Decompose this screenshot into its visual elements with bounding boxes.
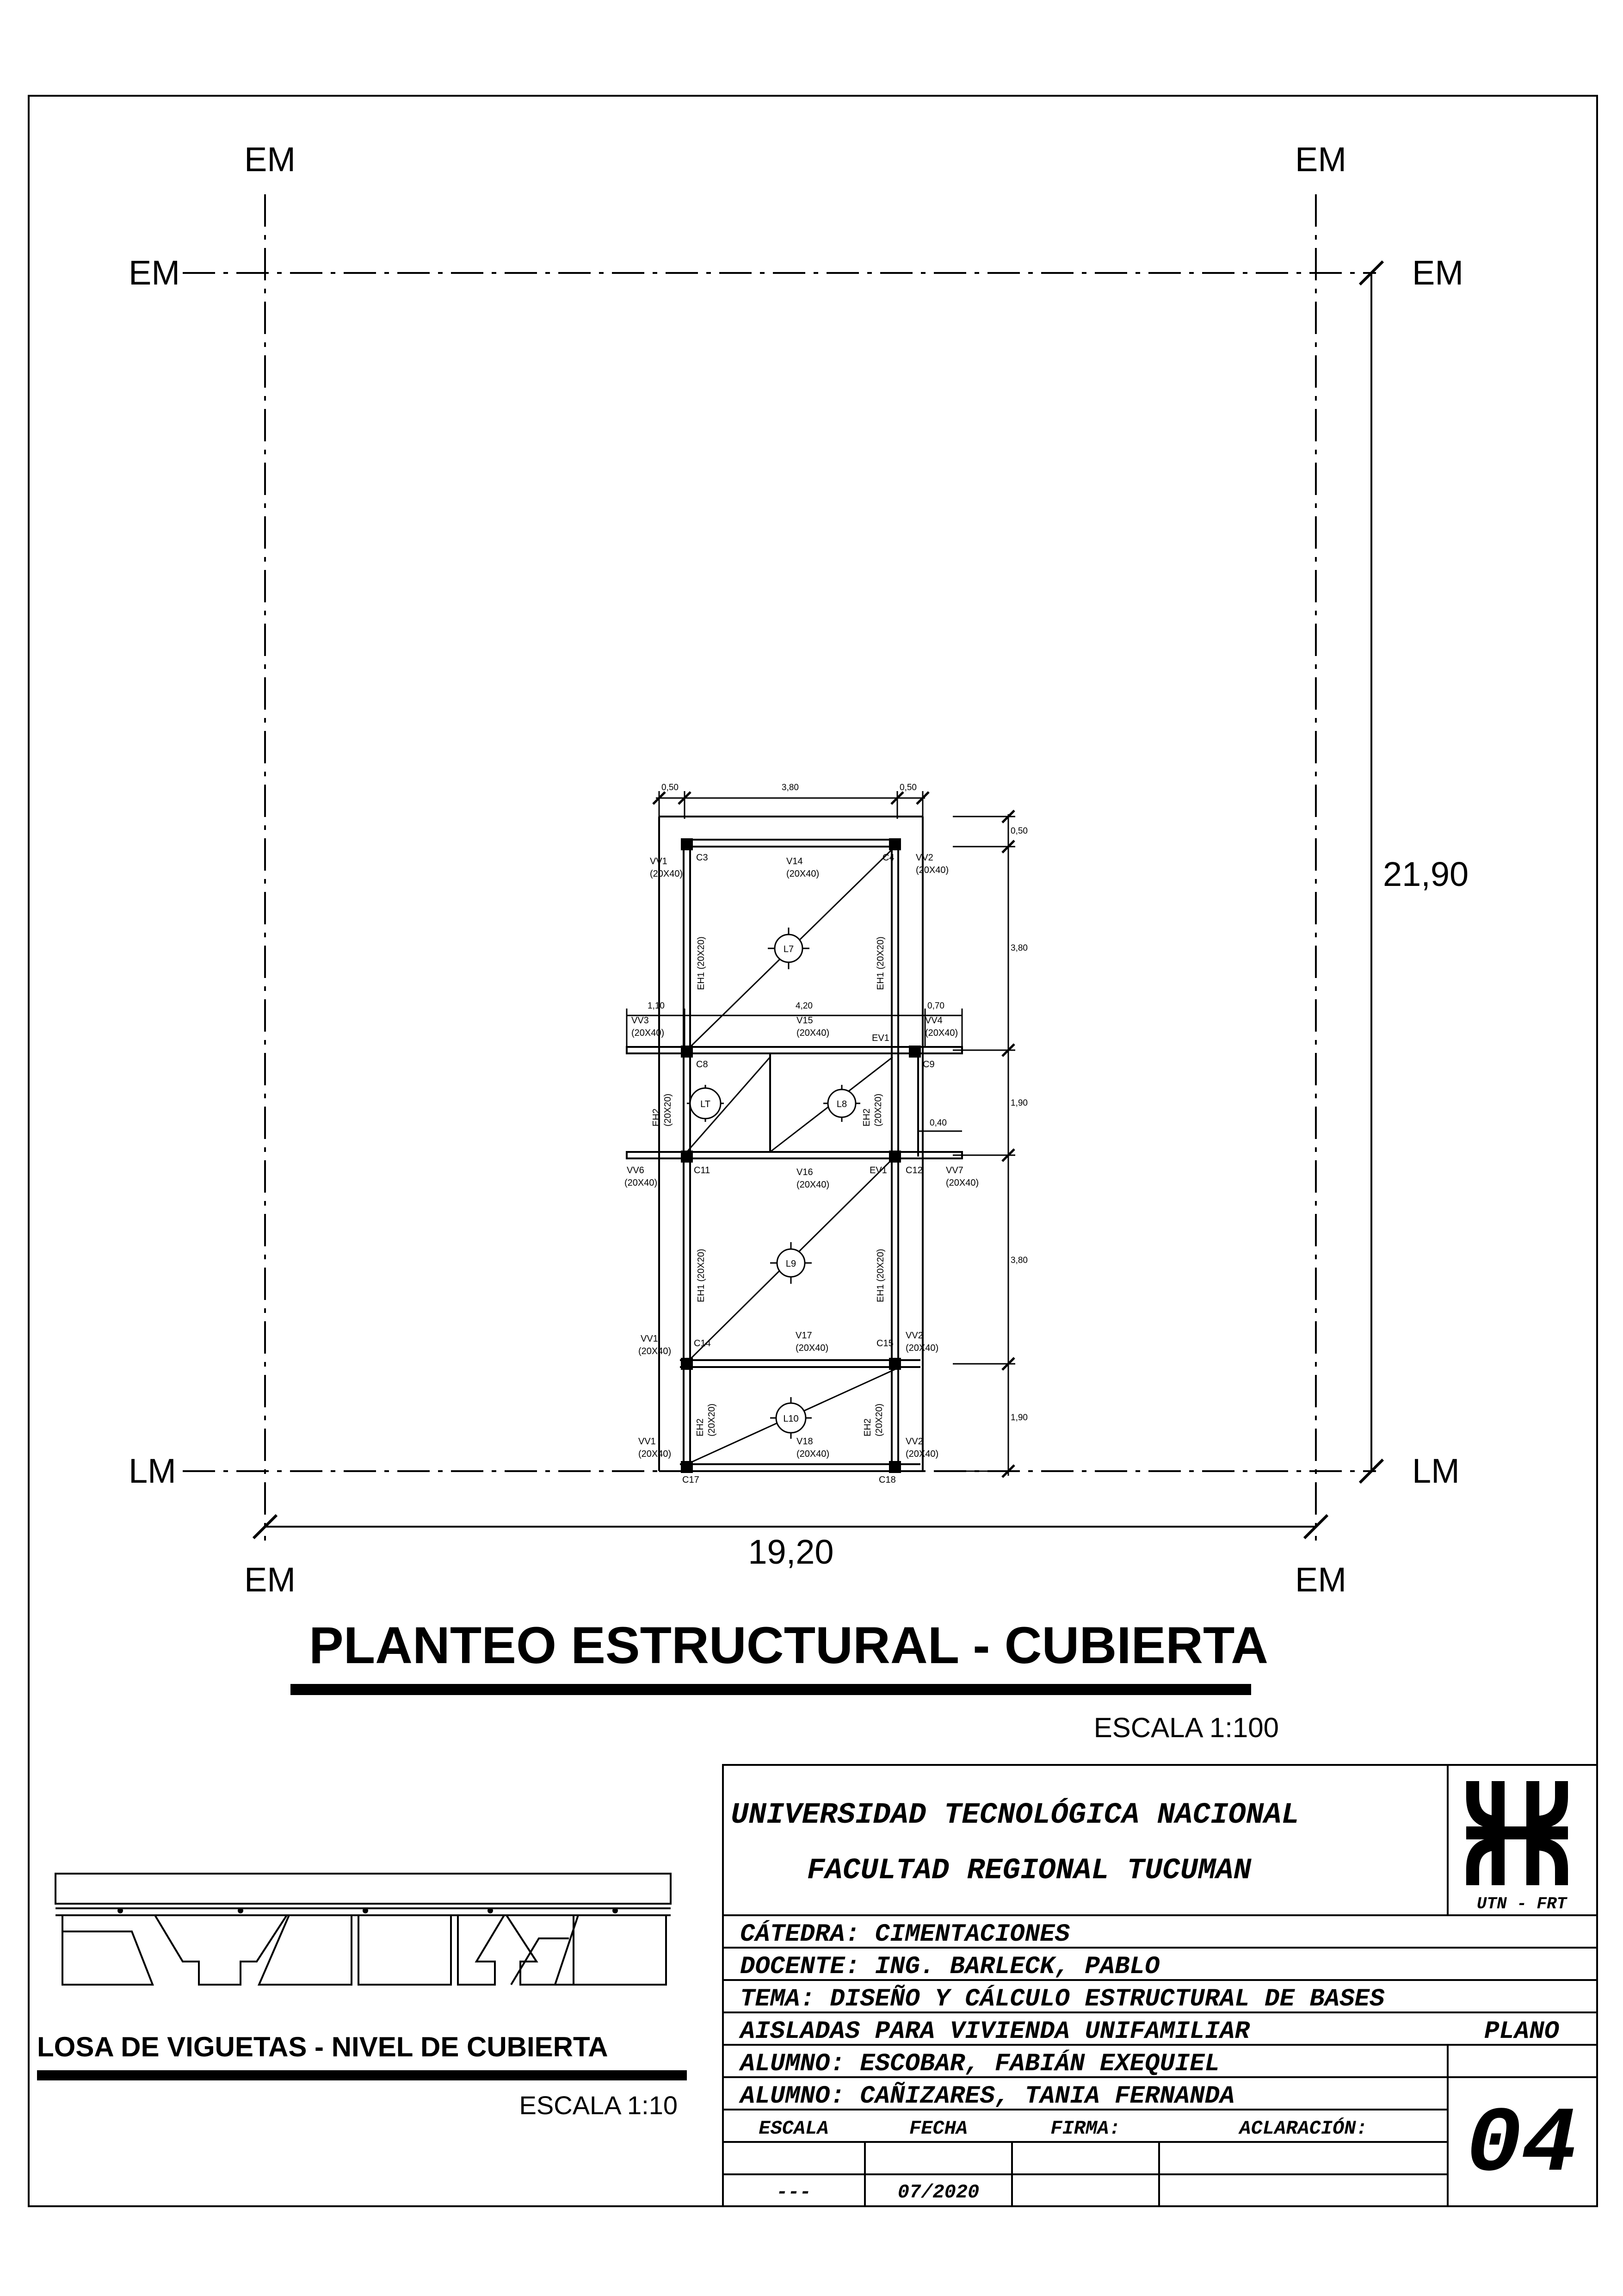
- eh1-label: EH1 (20X20): [876, 936, 886, 990]
- beam-size: (20X40): [946, 1178, 979, 1188]
- joist-slab-detail: [56, 1874, 671, 1985]
- eh1-label: EH1 (20X20): [696, 1249, 706, 1302]
- eh2-label: EH2: [651, 1108, 661, 1126]
- detail-title-underline: [37, 2070, 687, 2080]
- lm-marker-left: LM: [129, 1452, 176, 1490]
- aclaracion-label: ACLARACIÓN:: [1239, 2117, 1368, 2140]
- plan-dim: 1,90: [1011, 1098, 1028, 1108]
- eh2-label: EH2: [695, 1418, 705, 1436]
- beam-size: (20X40): [796, 1180, 830, 1190]
- beam-size: (20X40): [786, 869, 820, 879]
- alumno-2: ALUMNO: CAÑIZARES, TANIA FERNANDA: [740, 2082, 1235, 2110]
- logo-caption: UTN - FRT: [1476, 1894, 1567, 1913]
- firma-label: FIRMA:: [1050, 2117, 1121, 2140]
- eh1-label: EH1 (20X20): [876, 1249, 886, 1302]
- slab-label-l7: L7: [783, 944, 794, 954]
- plano-label: PLANO: [1484, 2018, 1560, 2046]
- beam-size: (20X40): [916, 865, 949, 875]
- plan-dim: 4,20: [796, 1001, 813, 1011]
- column-label: C8: [696, 1059, 708, 1070]
- plan-dim: 0,70: [927, 1001, 944, 1011]
- lm-marker-right: LM: [1412, 1452, 1460, 1490]
- beam-label: EV1: [870, 1165, 887, 1176]
- docente: DOCENTE: ING. BARLECK, PABLO: [740, 1953, 1160, 1981]
- column-label: C3: [696, 853, 708, 863]
- tema-line-1: TEMA: DISEÑO Y CÁLCULO ESTRUCTURAL DE BASES: [740, 1985, 1385, 2013]
- em-marker-bottom-right: EM: [1295, 1560, 1346, 1599]
- beam-label: EV1: [872, 1033, 889, 1043]
- tema-line-2: AISLADAS PARA VIVIENDA UNIFAMILIAR: [740, 2018, 1250, 2046]
- column-label: C15: [876, 1338, 894, 1349]
- eh2-label: EH2: [863, 1418, 873, 1436]
- column-label: C11: [694, 1165, 710, 1176]
- plan-dim: 0,50: [661, 783, 679, 792]
- plan-dim: 3,80: [782, 783, 799, 792]
- alumno-1: ALUMNO: ESCOBAR, FABIÁN EXEQUIEL: [740, 2050, 1220, 2078]
- eh2-size: (20X20): [663, 1093, 673, 1126]
- plan-dim: 0,50: [900, 783, 917, 792]
- slab-label-lt: LT: [700, 1099, 710, 1109]
- beam-label: V18: [796, 1436, 813, 1447]
- beam-label: VV4: [925, 1015, 943, 1026]
- detail-scale: ESCALA 1:10: [519, 2091, 678, 2120]
- escala-value: ---: [776, 2181, 811, 2203]
- lot-lines: [183, 194, 1376, 1541]
- em-marker-left: EM: [129, 254, 180, 292]
- escala-label: ESCALA: [759, 2117, 829, 2140]
- beam-size: (20X40): [631, 1028, 665, 1038]
- plan-dim: 0,40: [930, 1118, 947, 1128]
- plan-dim: 1,10: [648, 1001, 665, 1011]
- overall-height-label: 21,90: [1383, 855, 1469, 893]
- faculty-name: FACULTAD REGIONAL TUCUMAN: [807, 1854, 1252, 1888]
- slab-label-l8: L8: [836, 1099, 847, 1109]
- beam-size: (20X40): [906, 1449, 939, 1459]
- overall-width-label: 19,20: [748, 1533, 834, 1571]
- eh2-label: EH2: [862, 1108, 872, 1126]
- beam-label: VV2: [906, 1436, 923, 1447]
- columns: [681, 838, 921, 1473]
- column-label: C12: [906, 1165, 923, 1176]
- beam-label: VV1: [638, 1436, 656, 1447]
- plan-dim: 3,80: [1011, 943, 1028, 953]
- column-label: C9: [923, 1059, 935, 1070]
- beam-label: VV3: [631, 1015, 649, 1026]
- fecha-value: 07/2020: [897, 2181, 980, 2203]
- slab-label-l10: L10: [783, 1414, 799, 1424]
- em-marker-top-right: EM: [1295, 140, 1346, 179]
- beam-size: (20X40): [638, 1449, 672, 1459]
- column-label: C17: [682, 1475, 699, 1485]
- beam-size: (20X40): [796, 1449, 830, 1459]
- eh2-size: (20X20): [707, 1403, 717, 1436]
- catedra: CÁTEDRA: CIMENTACIONES: [740, 1920, 1070, 1949]
- beam-label: VV2: [906, 1331, 923, 1341]
- eh2-size: (20X20): [874, 1403, 884, 1436]
- eh2-size: (20X20): [873, 1093, 883, 1126]
- em-marker-right: EM: [1412, 254, 1463, 292]
- plan-dim: 3,80: [1011, 1256, 1028, 1265]
- beam-size: (20X40): [650, 869, 683, 879]
- plan-title-underline: [290, 1684, 1251, 1695]
- beam-label: V17: [796, 1331, 812, 1341]
- beam-size: (20X40): [906, 1343, 939, 1353]
- university-name: UNIVERSIDAD TECNOLÓGICA NACIONAL: [731, 1799, 1299, 1832]
- plan-dim: 0,50: [1011, 826, 1028, 836]
- plan-scale: ESCALA 1:100: [1093, 1712, 1279, 1743]
- plano-number: 04: [1466, 2093, 1578, 2198]
- beam-label: V14: [786, 856, 803, 866]
- beam-size: (20X40): [796, 1028, 830, 1038]
- plan-dim: 1,90: [1011, 1413, 1028, 1423]
- beam-label: VV2: [916, 853, 933, 863]
- utn-logo: [1466, 1781, 1568, 1885]
- column-label: C14: [694, 1338, 711, 1349]
- beam-label: VV6: [627, 1165, 644, 1176]
- fecha-label: FECHA: [909, 2117, 968, 2140]
- beam-size: (20X40): [638, 1346, 672, 1356]
- column-label: C4: [882, 853, 895, 863]
- beam-label: V15: [796, 1015, 813, 1026]
- beam-label: VV1: [641, 1334, 658, 1344]
- beam-label: VV1: [650, 856, 667, 866]
- em-marker-top-left: EM: [244, 140, 296, 179]
- detail-title: LOSA DE VIGUETAS - NIVEL DE CUBIERTA: [37, 2031, 608, 2062]
- beam-label: V16: [796, 1167, 813, 1177]
- plan-title: PLANTEO ESTRUCTURAL - CUBIERTA: [309, 1616, 1269, 1674]
- slab-label-l9: L9: [785, 1259, 796, 1269]
- structural-plan: [624, 783, 1028, 1485]
- beam-label: VV7: [946, 1165, 963, 1176]
- em-marker-bottom-left: EM: [244, 1560, 296, 1599]
- eh1-label: EH1 (20X20): [696, 936, 706, 990]
- beam-size: (20X40): [796, 1343, 829, 1353]
- column-label: C18: [879, 1475, 896, 1485]
- beam-size: (20X40): [925, 1028, 958, 1038]
- beam-size: (20X40): [624, 1178, 658, 1188]
